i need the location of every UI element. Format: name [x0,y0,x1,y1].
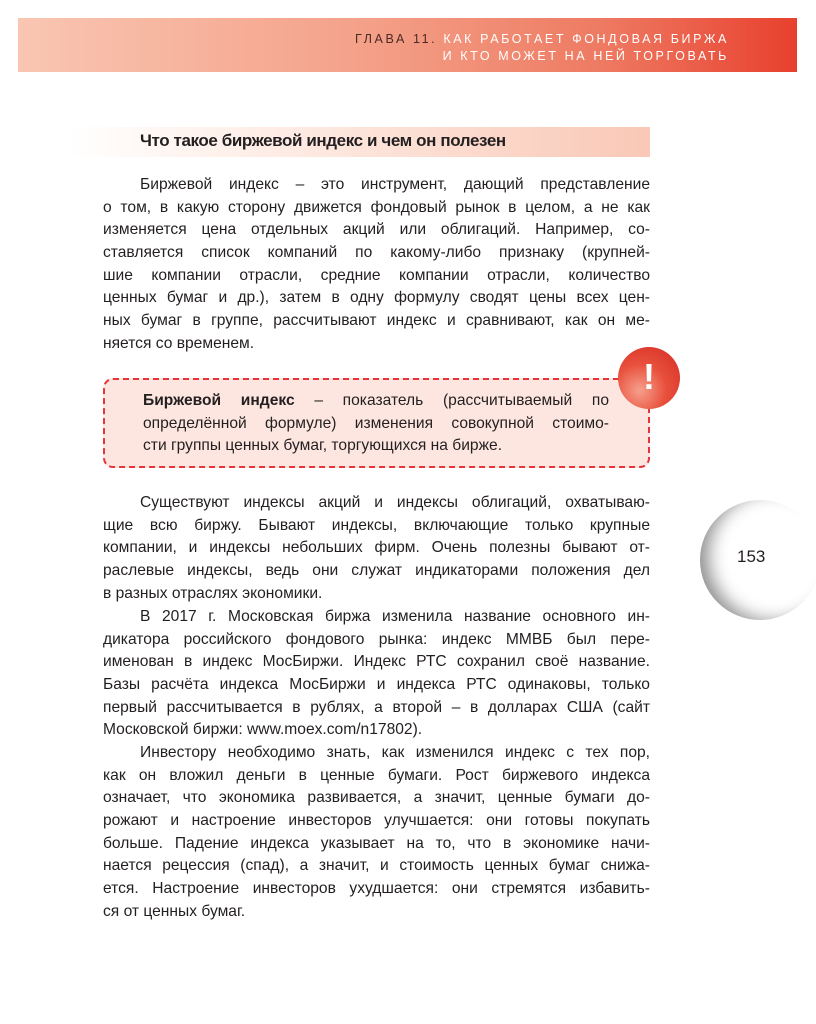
chapter-number: ГЛАВА 11. [355,32,438,46]
text-line: в разных отраслях экономики. [103,584,323,602]
text-line: ных бумаг в группе, рассчитывают индекс и сравнивают, как он ме- [103,312,650,330]
definition-box [103,378,650,468]
text-line: сти группы ценных бумаг, торгующихся на бирже. [143,437,503,455]
text-line: нается рецессия (спад), а значит, и стоимость ценных бумаг снижа- [103,857,650,875]
definition-line1: – показатель (рассчитываемый по [294,392,609,409]
text-line: определённой формуле) изменения совокупной стоимо- [143,414,609,432]
text-line: именован в индекс МосБиржи. Индекс РТС сохранил своё название. [103,653,650,671]
text-line: изменяется цена отдельных акций или облигаций. Например, со- [103,221,650,239]
chapter-title-line2: И КТО МОЖЕТ НА НЕЙ ТОРГОВАТЬ [442,49,729,63]
text-line: больше. Падение индекса указывает на то, что в экономике начи- [103,834,650,852]
page-number: 153 [737,547,766,566]
text-line: раслевые индексы, ведь они служат индикаторами положения дел [103,562,650,580]
exclamation-icon: ! [618,347,680,409]
text-line [143,390,609,413]
text-line: Существуют индексы акций и индексы облигаций, охватываю- [140,494,650,511]
chapter-header-bar [18,18,797,72]
text-line: щие всю биржу. Бывают индексы, включающие только крупные [103,516,650,534]
paragraph-2 [103,492,650,605]
paragraph-3 [103,606,650,742]
text-line: о том, в какую сторону движется фондовый рынок в целом, а не как [103,198,650,216]
text-line: В 2017 г. Московская биржа изменила название основного ин- [140,608,650,625]
text-line: первый рассчитывается в рублях, а второй – в долларах США (сайт [103,698,650,716]
text-line: Московской биржи: www.moex.com/n17802). [103,721,423,739]
definition-term: Биржевой индекс [143,392,295,409]
paragraph-4 [103,742,650,924]
section-title: Что такое биржевой индекс и чем он полезен [140,131,506,150]
text-line: ся от ценных бумаг. [103,902,246,920]
section-heading-band [70,127,650,157]
text-line: няется со временем. [103,334,255,352]
text-line: ценных бумаг и др.), затем в одну формулу сводят цены всех цен- [103,289,650,307]
text-line: Базы расчёта индекса МосБиржи и индекса РТС одинаковы, только [103,676,650,694]
chapter-title-line1: КАК РАБОТАЕТ ФОНДОВАЯ БИРЖА [443,32,729,46]
text-line: шие компании отрасли, средние компании отрасли, количество [103,266,650,284]
chapter-header-text [355,31,729,65]
paragraph-1 [103,174,650,356]
text-line: как он вложил деньги в ценные бумаги. Рост биржевого индекса [103,766,650,784]
text-line: Инвестору необходимо знать, как изменился индекс с тех пор, [140,744,650,761]
definition-text [143,390,609,458]
text-line: компании, и индексы небольших фирм. Очень полезны бывают от- [103,539,650,557]
text-line: ется. Настроение инвесторов ухудшается: они стремятся избавить- [103,880,650,898]
text-line: дикатора российского фондового рынка: индекс ММВБ был пере- [103,630,650,648]
text-line: рожают и настроение инвесторов улучшается: они готовы покупать [103,812,650,830]
text-line: ставляется список компаний по какому-либо признаку (крупней- [103,244,650,262]
text-line: означает, что экономика развивается, а значит, ценные бумаги до- [103,789,650,807]
page-number-badge [700,500,816,620]
text-line: Биржевой индекс – это инструмент, дающий представление [140,176,650,193]
